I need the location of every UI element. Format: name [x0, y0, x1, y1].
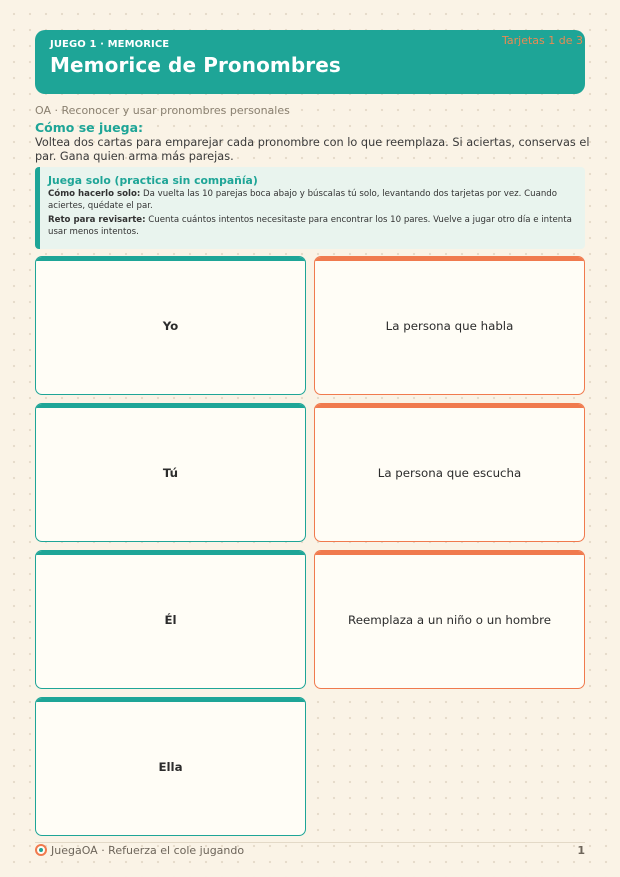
solo-how-label: Cómo hacerlo solo: — [48, 189, 141, 199]
card-label: Reemplaza a un niño o un hombre — [348, 612, 551, 627]
how-to-play-text: Voltea dos cartas para emparejar cada pronombre con lo que reemplaza. Si aciertas, conservas el par. Gana quien arma más parejas. — [35, 136, 590, 163]
pronoun-card-el[interactable] — [35, 550, 306, 689]
pronoun-card-tu[interactable] — [35, 403, 306, 542]
meaning-card-nino[interactable] — [314, 550, 585, 689]
card-label: La persona que habla — [385, 318, 514, 333]
card-label: Tú — [162, 465, 179, 480]
solo-challenge-label: Reto para revisarte: — [48, 215, 146, 225]
footer-divider — [35, 842, 585, 843]
card-label: Él — [164, 612, 177, 627]
game-kicker: JUEGO 1 · MEMORICE — [50, 39, 170, 50]
pronoun-card-ella[interactable] — [35, 697, 306, 836]
card-label: La persona que escucha — [377, 465, 522, 480]
pronoun-card-yo[interactable] — [35, 256, 306, 395]
brand-logo-icon — [35, 844, 47, 856]
footer-brand: JuegaOA · Refuerza el cole jugando — [51, 844, 245, 857]
card-set-tag: Tarjetas 1 de 3 — [501, 34, 583, 47]
learning-objective: OA · Reconocer y usar pronombres personales — [35, 104, 290, 117]
solo-play-heading: Juega solo (practica sin compañía) — [48, 174, 258, 187]
card-label: Yo — [162, 318, 179, 333]
solo-challenge-paragraph — [48, 215, 575, 238]
page-title: Memorice de Pronombres — [50, 53, 341, 77]
meaning-card-habla[interactable] — [314, 256, 585, 395]
solo-how-paragraph — [48, 189, 575, 212]
card-label: Ella — [158, 759, 183, 774]
solo-challenge-text: Cuenta cuántos intentos necesitaste para encontrar los 10 pares. Vuelve a jugar otro día e intenta usar menos intentos. — [48, 215, 572, 237]
game-header — [35, 30, 585, 94]
solo-how-text: Da vuelta las 10 parejas boca abajo y búscalas tú solo, levantando dos tarjetas por vez. Cuando aciertes, quédate el par. — [48, 189, 558, 211]
meaning-card-escucha[interactable] — [314, 403, 585, 542]
solo-play-box — [35, 167, 585, 249]
page-number: 1 — [577, 844, 585, 857]
how-to-play-heading: Cómo se juega: — [35, 120, 144, 135]
